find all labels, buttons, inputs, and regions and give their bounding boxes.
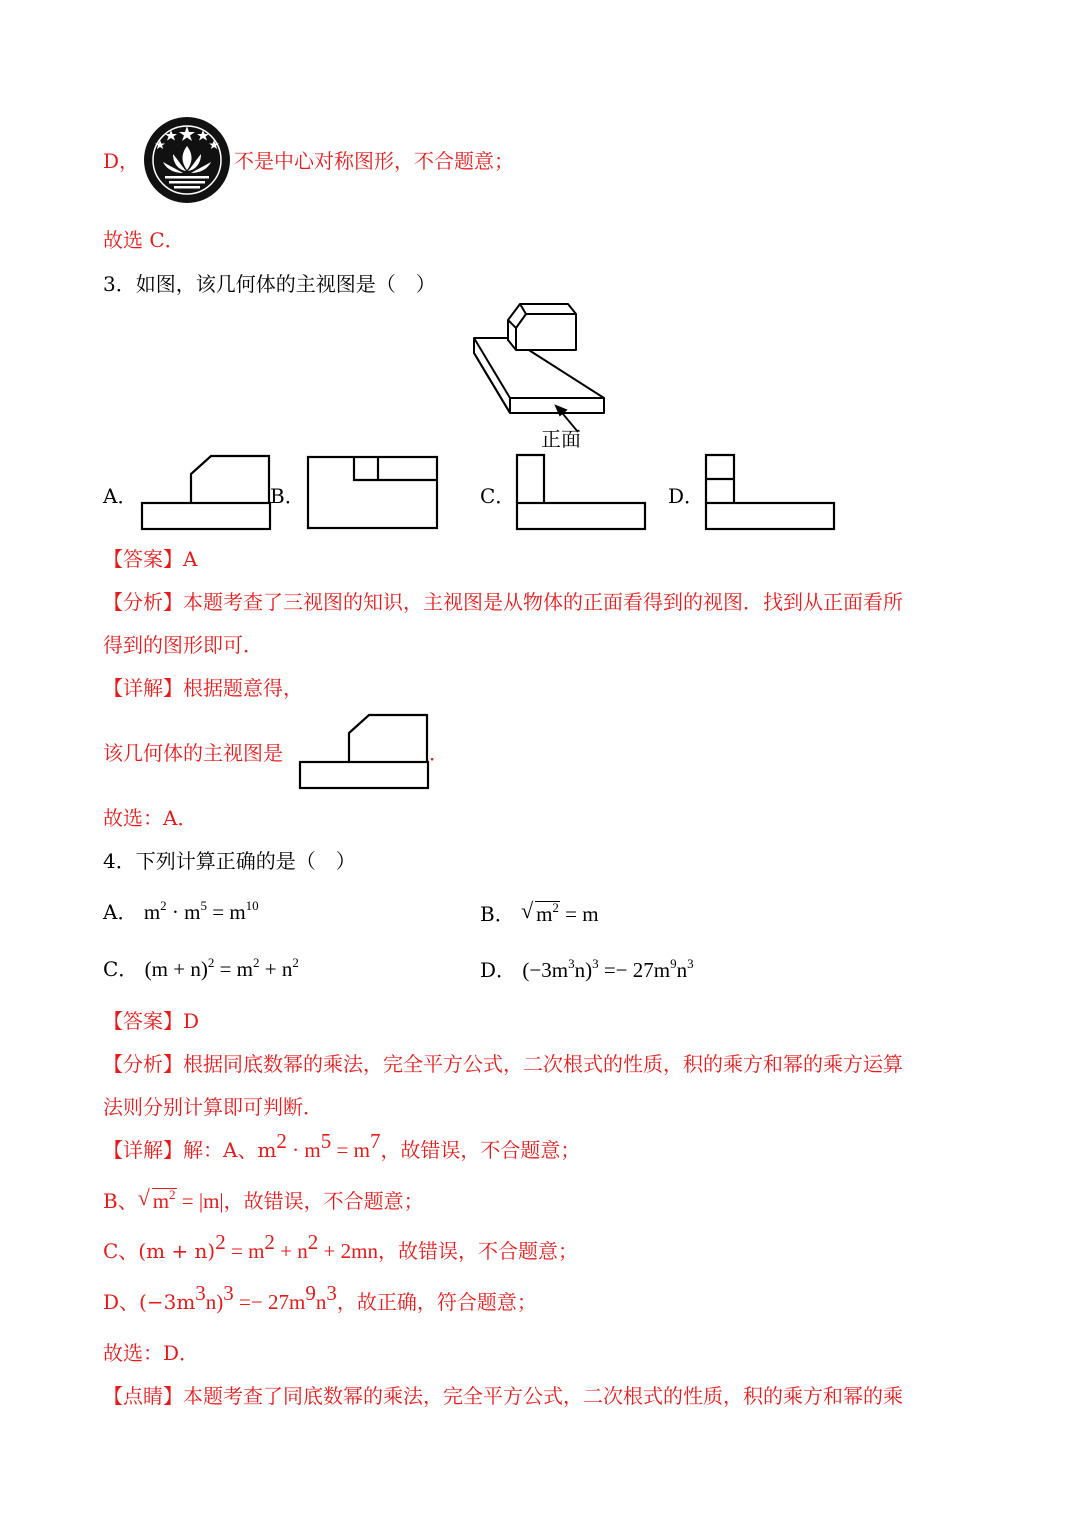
q3-answer: 【答案】A xyxy=(103,547,198,571)
q4-conclusion: 故选：D． xyxy=(103,1341,200,1365)
q3-analysis-line1: 【分析】本题考查了三视图的知识，主视图是从物体的正面看得到的视图．找到从正面看所 xyxy=(103,590,903,614)
q3-detail-label: 【详解】根据题意得， xyxy=(103,676,303,700)
q3-option-a-figure xyxy=(141,454,271,532)
front-direction-label: 正面 xyxy=(541,427,581,451)
option-d-label: D， xyxy=(103,149,140,173)
q4-detail-b: B、 √ $m^2 = |m|$，故错误，不合题意； xyxy=(103,1185,424,1213)
q4-analysis-line1: 【分析】根据同底数幂的乘法，完全平方公式，二次根式的性质，积的乘方和幂的乘方运算 xyxy=(103,1052,903,1076)
option-d-text: 不是中心对称图形，不合题意； xyxy=(234,149,514,173)
q4-analysis-line2: 法则分别计算即可判断． xyxy=(103,1095,323,1119)
q3-option-b-label: B． xyxy=(270,484,305,508)
q4-answer: 【答案】D xyxy=(103,1009,200,1033)
q3-option-c-figure xyxy=(516,454,648,532)
q3-detail-text: 该几何体的主视图是 xyxy=(103,741,283,765)
q3-conclusion: 故选：A． xyxy=(103,806,198,830)
q3-detail-end: ． xyxy=(429,741,449,765)
q3-detail-front-view-figure xyxy=(299,713,431,791)
q3-option-b-figure xyxy=(307,456,439,530)
q4-detail-a: 【详解】解：A、$m^2 \cdot m^5 = m^7$，故错误，不合题意； xyxy=(103,1129,581,1162)
q4-detail-c: C、$(m + n)^2 = m^2 + n^2 + 2mn$，故错误，不合题意； xyxy=(103,1230,578,1263)
q4-option-a: A． $m^2 \cdot m^5 = m^{10}$ xyxy=(103,898,259,924)
q4-option-b: B． √ $m^2 = m$ xyxy=(480,898,599,926)
macau-emblem-icon xyxy=(143,116,231,204)
q3-option-d-label: D． xyxy=(668,484,705,508)
q4-option-c: C． $(m + n)^2 = m^2 + n^2$ xyxy=(103,955,299,981)
q4-comment: 【点睛】本题考查了同底数幂的乘法，完全平方公式，二次根式的性质，积的乘方和幂的乘 xyxy=(103,1384,903,1408)
q3-option-c-label: C． xyxy=(480,484,516,508)
q2-conclusion: 故选 C． xyxy=(103,228,185,252)
q4-stem: 4．下列计算正确的是（ ） xyxy=(103,849,356,873)
q4-detail-d: D、$(-3m^3n)^3 =- 27m^9n^3$，故正确，符合题意； xyxy=(103,1281,537,1314)
q4-option-d: D． $(-3m^3n)^3 =- 27m^9n^3$ xyxy=(480,956,694,982)
q3-option-a-label: A． xyxy=(103,484,138,508)
q3-solid-figure xyxy=(470,300,610,420)
q3-analysis-line2: 得到的图形即可． xyxy=(103,633,263,657)
q3-option-d-figure xyxy=(705,454,837,532)
q3-stem: 3．如图，该几何体的主视图是（ ） xyxy=(103,272,436,296)
